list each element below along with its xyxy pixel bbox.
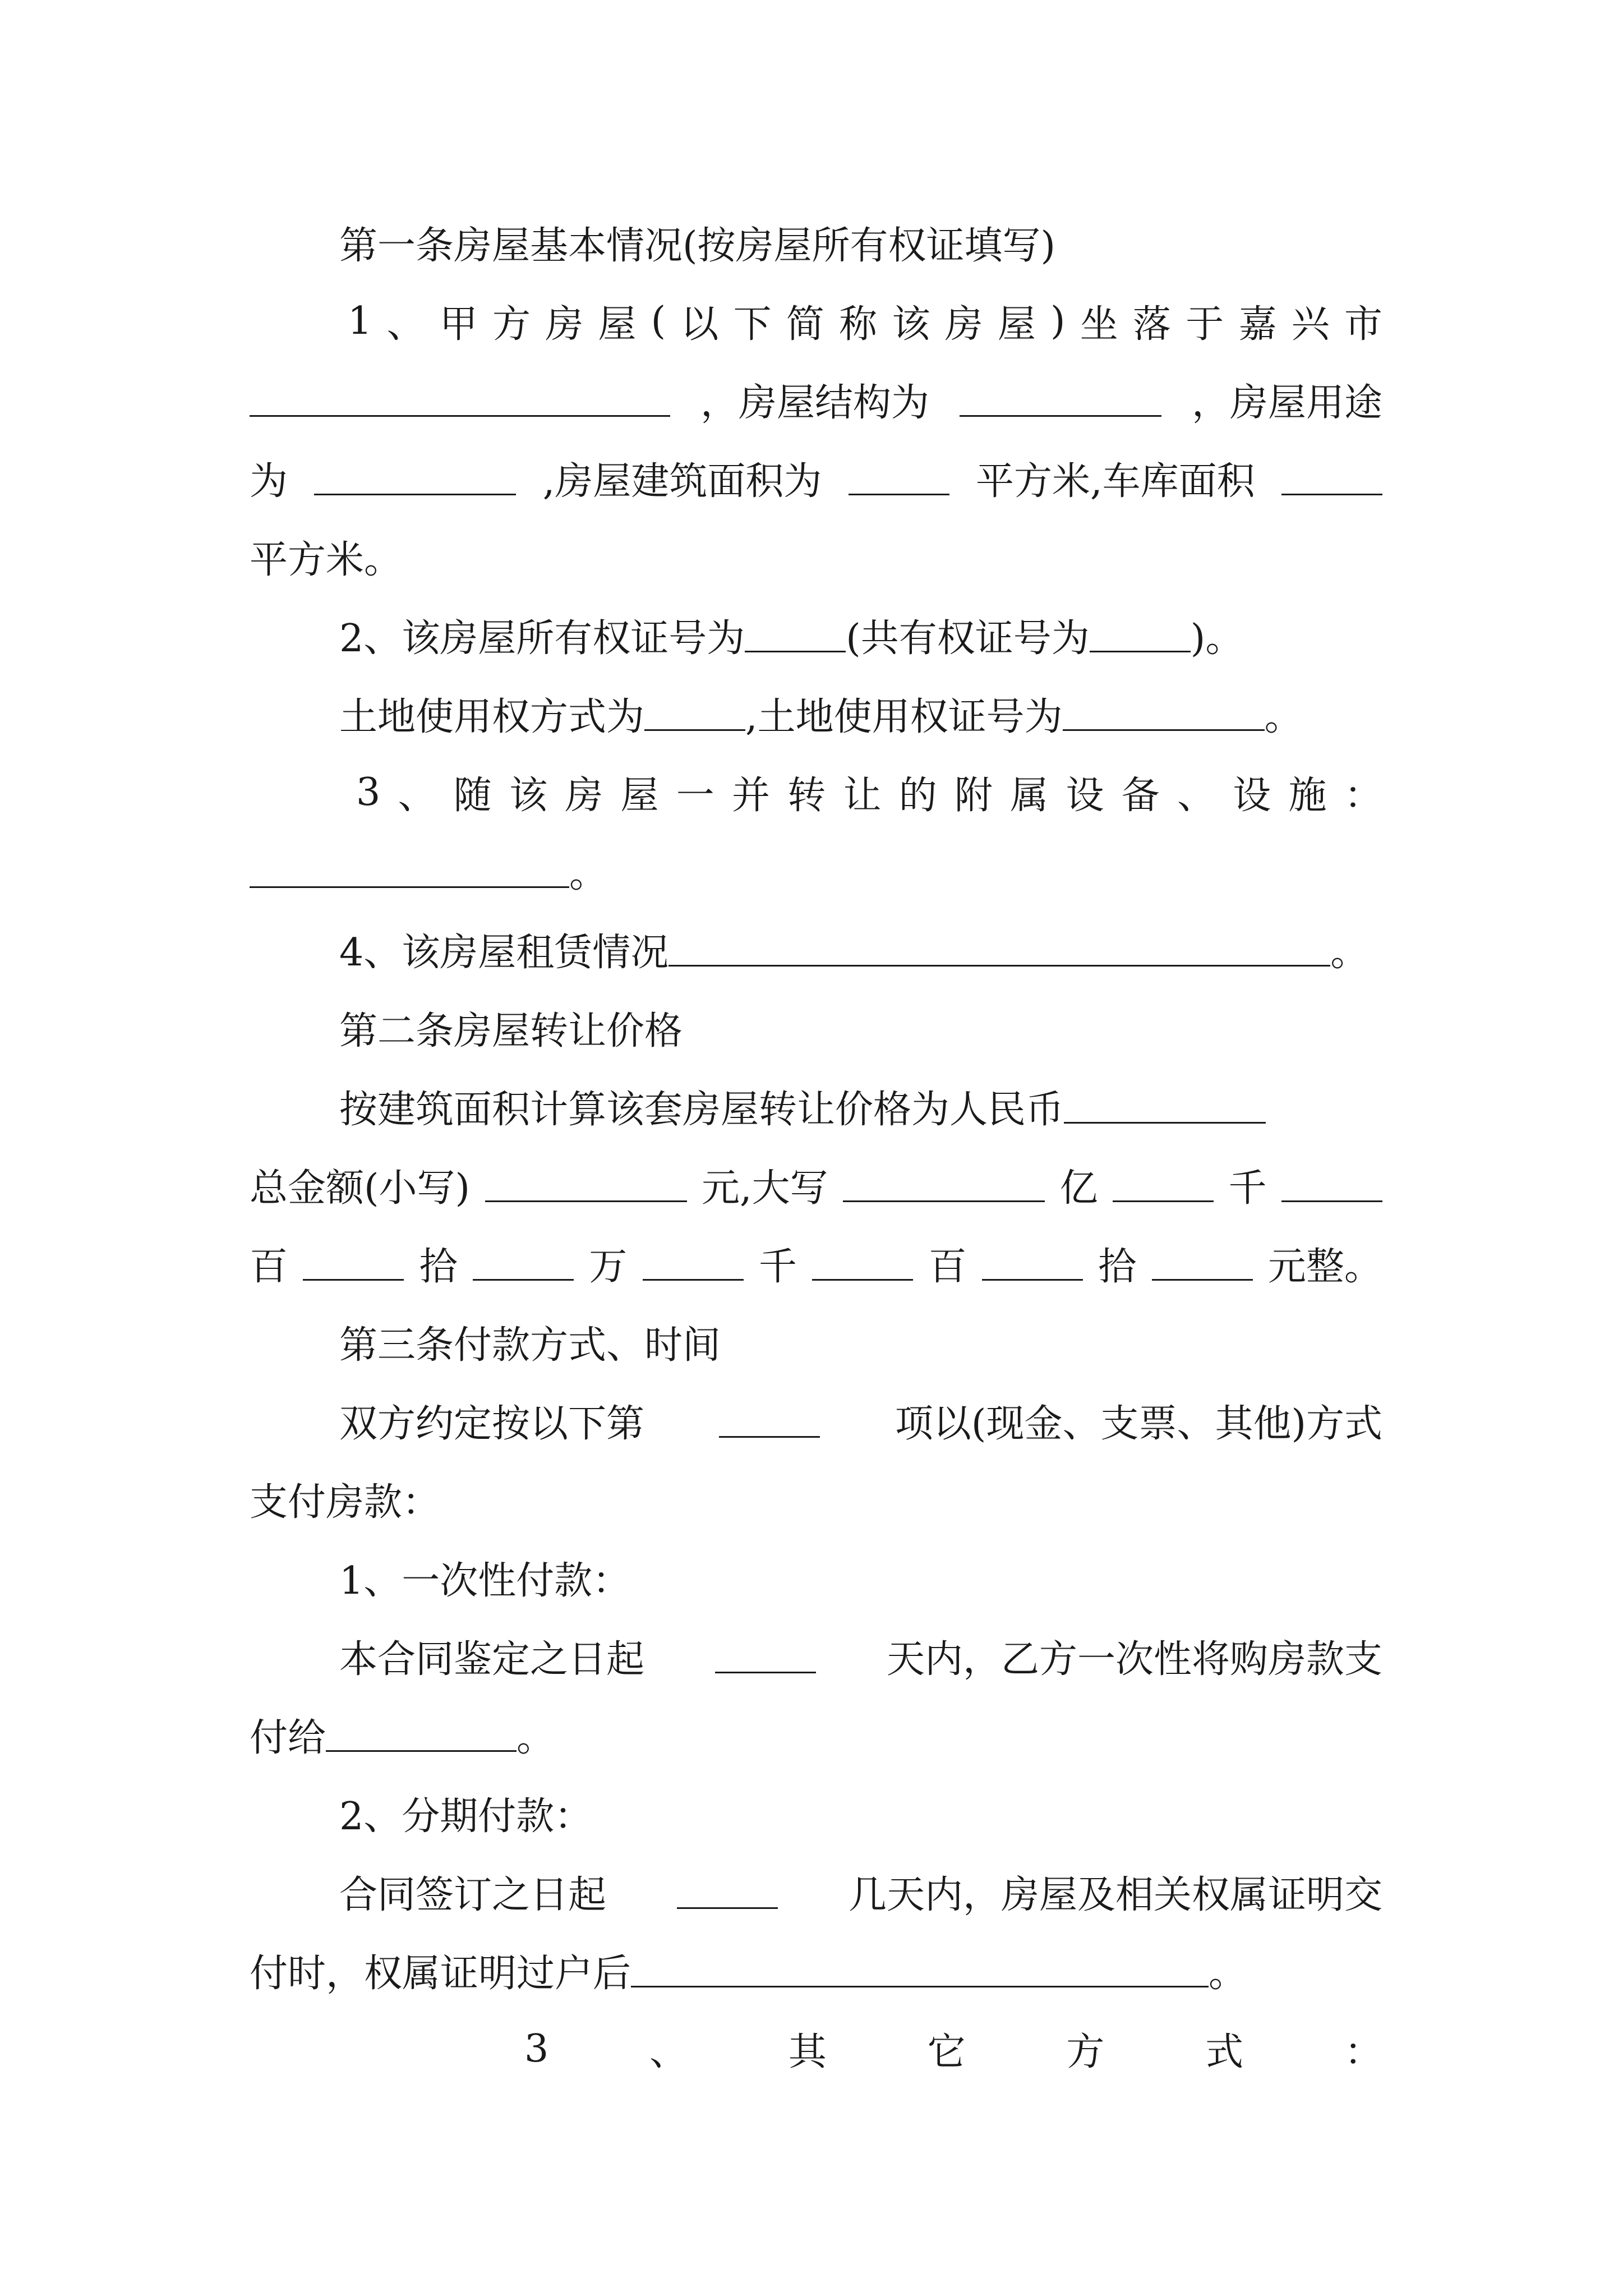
- facilities-blank-line: [250, 840, 1382, 901]
- installment-heading-text: 2、分期付款：: [339, 1794, 593, 1839]
- char: 式: [1205, 2030, 1244, 2074]
- bai-blank[interactable]: [303, 1246, 404, 1281]
- char: 的: [898, 773, 937, 818]
- shi-2-blank[interactable]: [1152, 1246, 1253, 1281]
- area-unit-line: [250, 526, 1382, 587]
- char: 随: [453, 773, 492, 818]
- payee-end: 。: [517, 1715, 555, 1760]
- co-certificate-close: )。: [1190, 616, 1244, 661]
- char: 于: [1186, 302, 1224, 347]
- wan-blank[interactable]: [643, 1246, 744, 1281]
- structure-blank[interactable]: [960, 383, 1161, 417]
- item-1-location-line: [250, 290, 1382, 352]
- unit-shi: 拾: [419, 1244, 458, 1289]
- char: 房: [944, 302, 983, 347]
- usage-label-cont: 为: [250, 459, 288, 504]
- char: 属: [1010, 773, 1049, 818]
- char: 以: [680, 302, 719, 347]
- unit-qian: 千: [1228, 1166, 1267, 1211]
- char: 称: [839, 302, 878, 347]
- land-use-label: 土地使用权方式为: [339, 694, 645, 739]
- char: 其: [788, 2030, 827, 2074]
- area-unit-text: 平方米。: [250, 537, 403, 582]
- clause-1-heading-text: 第一条房屋基本情况(按房屋所有权证填写): [339, 223, 1056, 268]
- land-certificate-label: ,土地使用权证号为: [745, 694, 1063, 739]
- unit-yuan: 元整。: [1267, 1244, 1382, 1289]
- bai-2-blank[interactable]: [982, 1246, 1083, 1281]
- char: 设: [1066, 773, 1104, 818]
- payment-method-cont-text: 支付房款：: [250, 1480, 441, 1525]
- char: 并: [732, 773, 771, 818]
- char: 3: [356, 770, 381, 815]
- char: 方: [492, 302, 531, 347]
- char: 嘉: [1238, 302, 1277, 347]
- land-certificate-blank[interactable]: [1063, 697, 1265, 731]
- price-line: [250, 1075, 1382, 1137]
- char: 转: [787, 773, 826, 818]
- char: 1: [348, 298, 372, 343]
- char: 房: [545, 302, 584, 347]
- installment-line: [250, 1861, 1382, 1922]
- char: 、: [386, 302, 425, 347]
- qian-2-blank[interactable]: [812, 1246, 913, 1281]
- char: (: [651, 298, 666, 343]
- co-certificate-label: (共有权证号为: [846, 616, 1090, 661]
- installment-label: 合同签订之日起: [339, 1872, 607, 1917]
- item-2-certificate-line: [250, 604, 1382, 666]
- clause-2-heading-text: 第二条房屋转让价格: [339, 1009, 683, 1053]
- char: 兴: [1291, 302, 1330, 347]
- house-area-line: [250, 447, 1382, 509]
- payment-method-line: [250, 1389, 1382, 1451]
- location-blank[interactable]: [250, 383, 670, 417]
- char: 甲: [439, 302, 478, 347]
- unit-shi-2: 拾: [1098, 1244, 1137, 1289]
- char: 施: [1288, 773, 1327, 818]
- char: 一: [676, 773, 714, 818]
- char: 简: [786, 302, 824, 347]
- payment-option-label: 双方约定按以下第: [339, 1401, 645, 1446]
- lump-sum-days-blank[interactable]: [715, 1639, 816, 1673]
- total-capital-label: 元,大写: [702, 1166, 828, 1211]
- usage-blank[interactable]: [314, 461, 516, 495]
- area-label: ,房屋建筑面积为: [542, 459, 822, 504]
- capital-amount-line: [250, 1232, 1382, 1294]
- house-structure-line: [250, 369, 1382, 430]
- char: 该: [892, 302, 930, 347]
- char: 让: [843, 773, 882, 818]
- transfer-line: [250, 1939, 1382, 2001]
- char: ：: [1344, 2030, 1382, 2074]
- clause-2-heading: [250, 997, 1382, 1059]
- lease-blank[interactable]: [668, 932, 1330, 967]
- transfer-label: 付时，权属证明过户后: [250, 1951, 631, 1996]
- facilities-blank[interactable]: [250, 854, 569, 888]
- unit-wan: 万: [589, 1244, 628, 1289]
- yi-blank[interactable]: [1113, 1168, 1214, 1202]
- qian-blank[interactable]: [1281, 1168, 1382, 1202]
- lump-sum-text: 天内，乙方一次性将购房款支: [886, 1637, 1382, 1682]
- transfer-blank[interactable]: [631, 1953, 1209, 1987]
- payee-blank[interactable]: [326, 1718, 517, 1752]
- char: 、: [649, 2030, 688, 2074]
- garage-area-blank[interactable]: [1281, 461, 1382, 495]
- lump-sum-payee-line: [250, 1704, 1382, 1765]
- total-amount-line: [250, 1154, 1382, 1216]
- lump-sum-heading: [250, 1547, 1382, 1608]
- total-small-label: 总金额(小写): [250, 1166, 471, 1211]
- installment-text: 几天内，房屋及相关权属证明交: [848, 1872, 1382, 1917]
- char: 该: [509, 773, 548, 818]
- price-label: 按建筑面积计算该套房屋转让价格为人民币: [339, 1087, 1064, 1132]
- payment-method-cont: [250, 1468, 1382, 1530]
- installment-heading: [250, 1782, 1382, 1844]
- unit-bai: 百: [250, 1244, 288, 1289]
- char: 、: [1177, 773, 1216, 818]
- total-capital-blank[interactable]: [843, 1168, 1045, 1202]
- clause-3-heading-text: 第三条付款方式、时间: [339, 1323, 721, 1368]
- other-method-line: [250, 2018, 1382, 2079]
- certificate-label: 2、该房屋所有权证号为: [339, 616, 745, 661]
- char: 屋: [598, 302, 637, 347]
- char: 屋: [997, 302, 1036, 347]
- land-use-blank[interactable]: [644, 697, 745, 731]
- lump-sum-heading-text: 1、一次性付款：: [339, 1558, 631, 1603]
- char: 3: [524, 2026, 549, 2071]
- lease-end: 。: [1330, 930, 1369, 975]
- char: 、: [398, 773, 436, 818]
- lump-sum-label: 本合同鉴定之日起: [339, 1637, 645, 1682]
- clause-1-heading: [250, 211, 1382, 273]
- char: 备: [1121, 773, 1160, 818]
- lease-label: 4、该房屋租赁情况: [339, 930, 669, 975]
- payment-method-label: 项以(现金、支票、其他)方式: [895, 1401, 1382, 1446]
- char: 附: [955, 773, 993, 818]
- char: 落: [1133, 302, 1172, 347]
- installment-days-blank[interactable]: [677, 1875, 778, 1909]
- unit-qian-2: 千: [758, 1244, 797, 1289]
- char: 房: [565, 773, 603, 818]
- payment-option-blank[interactable]: [719, 1404, 820, 1438]
- unit-bai-2: 百: [928, 1244, 967, 1289]
- char: 下: [733, 302, 772, 347]
- payee-label: 付给: [250, 1715, 326, 1760]
- char: 方: [1066, 2030, 1105, 2074]
- lump-sum-line: [250, 1625, 1382, 1687]
- garage-label: 平方米,车库面积: [976, 459, 1255, 504]
- land-certificate-end: 。: [1264, 694, 1303, 739]
- co-certificate-blank[interactable]: [1090, 618, 1191, 652]
- item-3-facilities-line: [250, 761, 1382, 823]
- char: 它: [927, 2030, 966, 2074]
- item-4-lease-line: [250, 918, 1382, 980]
- usage-label: ，房屋用途: [1191, 380, 1382, 425]
- char: 坐: [1080, 302, 1118, 347]
- area-blank[interactable]: [849, 461, 949, 495]
- char: ：: [1344, 773, 1382, 818]
- unit-yi: 亿: [1059, 1166, 1098, 1211]
- clause-3-heading: [250, 1311, 1382, 1373]
- char: 设: [1233, 773, 1271, 818]
- char: 屋: [620, 773, 659, 818]
- certificate-blank[interactable]: [745, 618, 846, 652]
- structure-label: ，房屋结构为: [700, 380, 929, 425]
- char: 市: [1344, 302, 1382, 347]
- total-small-blank[interactable]: [485, 1168, 687, 1202]
- transfer-end: 。: [1209, 1951, 1247, 1996]
- shi-blank[interactable]: [473, 1246, 574, 1281]
- facilities-end: 。: [569, 852, 608, 896]
- price-currency-blank[interactable]: [1064, 1089, 1266, 1124]
- char: ): [1050, 298, 1066, 343]
- land-use-line: [250, 683, 1382, 744]
